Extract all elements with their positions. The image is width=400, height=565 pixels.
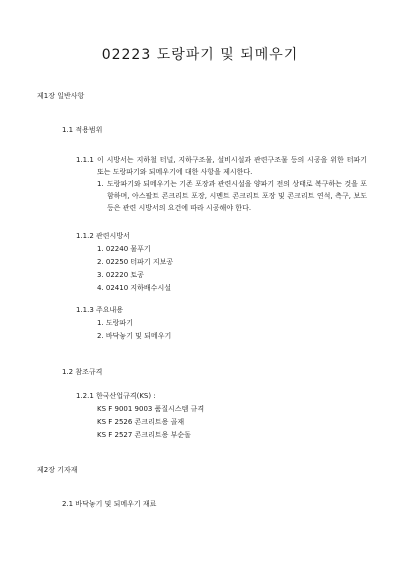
related-spec-item: 2. 02250 터파기 지보공 — [97, 258, 174, 266]
section-2-1-heading: 2.1 바닥놓기 및 되메우기 재료 — [62, 500, 157, 508]
document-title: 02223 도랑파기 및 되메우기 — [101, 47, 299, 63]
related-spec-item: 3. 02220 토공 — [97, 271, 144, 279]
clause-1-1-2-heading: 1.1.2 관련시방서 — [76, 232, 130, 240]
related-spec-item: 1. 02240 물푸기 — [97, 245, 151, 253]
ks-standard-item: KS F 9001 9003 품질시스템 규격 — [97, 405, 205, 413]
chapter-1-heading: 제1장 일반사항 — [37, 92, 85, 100]
clause-1-1-1-item-1-text: 도랑파기와 되메우기는 기존 포장과 관련시설을 양파기 전의 상태로 복구하는 것을 포함하며, 아스팔트 콘크리트 포장, 시멘트 콘크리트 포장 및 콘크리트 연석, 측구, 보도 등은 관련 시방서의 요건에 따라 시공해야 한다. — [107, 180, 367, 212]
section-1-2-heading: 1.2 참조규격 — [62, 368, 103, 376]
main-content-item: 1. 도랑파기 — [97, 319, 133, 327]
section-1-1-heading: 1.1 적용범위 — [62, 126, 103, 134]
clause-1-2-1-heading: 1.2.1 한국산업규격(KS) : — [76, 392, 156, 400]
clause-1-1-1-item-1-number: 1. — [97, 180, 104, 188]
related-spec-item: 4. 02410 지하배수시설 — [97, 284, 171, 292]
ks-standard-item: KS F 2527 콘크리트용 부순돌 — [97, 431, 191, 439]
chapter-2-heading: 제2장 기자재 — [37, 466, 78, 474]
main-content-item: 2. 바닥놓기 및 되메우기 — [97, 332, 172, 340]
clause-1-1-3-heading: 1.1.3 주요내용 — [76, 306, 124, 314]
ks-standard-item: KS F 2526 콘크리트용 골재 — [97, 418, 185, 426]
clause-1-1-1-text: 이 시방서는 지하철 터널, 지하구조물, 설비시설과 관련구조물 등의 시공을 위한 터파기 또는 도랑파기와 되메우기에 대한 사항을 제시한다. — [97, 156, 367, 176]
clause-1-1-1-number: 1.1.1 — [76, 156, 94, 164]
